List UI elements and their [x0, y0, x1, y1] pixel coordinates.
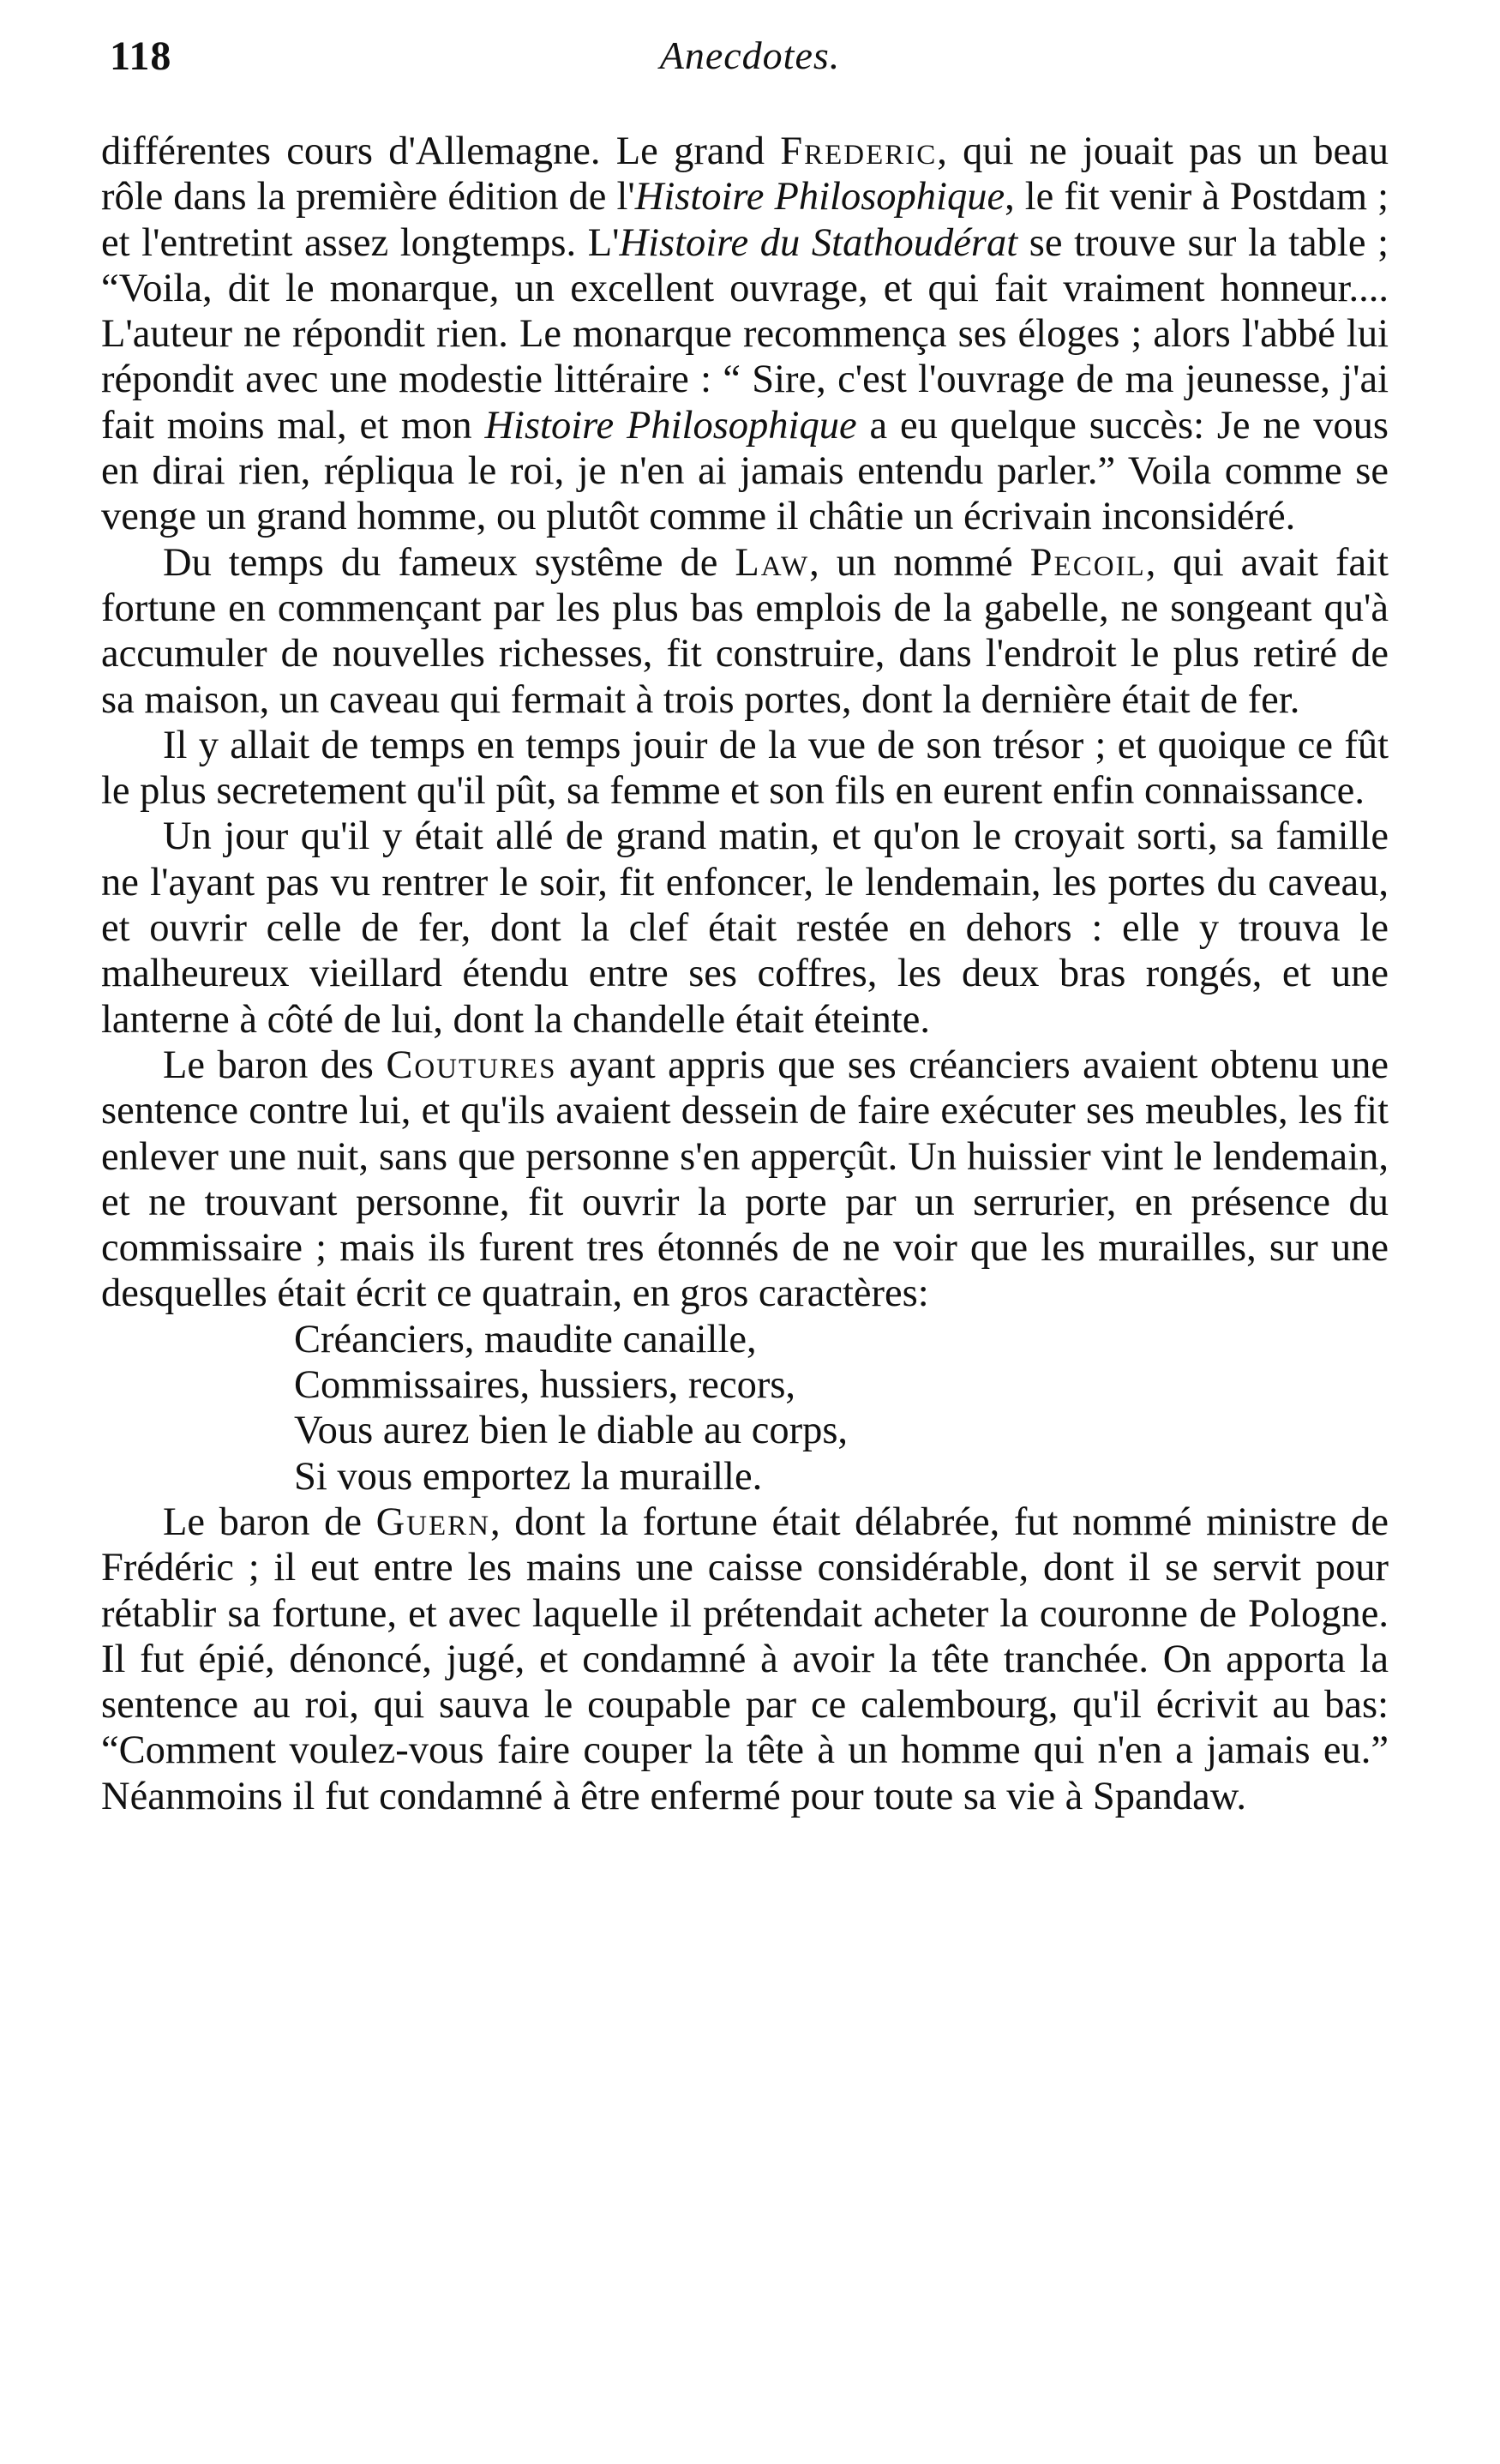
text-run: Le baron de [163, 1499, 376, 1544]
paragraph-vieillard: Un jour qu'il y était allé de grand matin, et qu'on le croyait sorti, sa famille ne l'ayant pas vu rentrer le soir, fit enfoncer, le lendemain, les portes du caveau, et ouvrir celle de fer, dont la clef était restée en dehors : elle y trouva le malheureux vieillard étendu entre ses coffres, les deux bras rongés, et une lanterne à côté de lui, dont la chandelle était éteinte. [101, 814, 1389, 1042]
text-run: se trouve sur la table ; “Voila, dit le monarque, un excellent ouvrage, et qui fait vraiment honneur.... L'auteur ne répondit rien. Le monarque recommença ses éloges ; alors l'abbé lui répondit avec une modestie littéraire : “ Sire, c'est l'ouvrage de ma jeunesse, j'ai fait moins mal, et mon [101, 220, 1389, 448]
paragraph-tresor: Il y allait de temps en temps jouir de la vue de son trésor ; et quoique ce fût le plus secretement qu'il pût, sa femme et son fils en eurent enfin connaissance. [101, 723, 1389, 814]
text-run: , qui ne jouait pas un beau rôle dans la première édition de l' [101, 129, 1389, 219]
verse-line: Créanciers, maudite canaille, [294, 1317, 757, 1361]
paragraph-baron-des-coutures [101, 1043, 1389, 1317]
text-run: , dont la fortune était délabrée, fut nommé ministre de Frédéric ; il eut entre les mains une caisse considérable, dont il se servit pour rétablir sa fortune, et avec laquelle il prétendait acheter la couronne de Pologne. Il fut épié, dénoncé, jugé, et condamné à avoir la tête tranchée. On apporta la sentence au roi, qui sauva le coupable par ce calembourg, qu'il écrivit au bas: “Comment voulez-vous faire couper la tête à un homme qui n'en a jamais eu.” Néanmoins il fut condamné à être enfermé pour toute sa vie à Spandaw. [101, 1499, 1389, 1818]
body-text [101, 129, 1389, 1819]
paragraph-baron-de-guern [101, 1499, 1389, 1819]
text-run: Le baron des [163, 1043, 387, 1087]
name-pecoil: Pecoil [1029, 540, 1146, 585]
verse-line: Vous aurez bien le diable au corps, [294, 1409, 849, 1453]
name-law: Law [735, 540, 810, 585]
book-title: Histoire Philosophique [634, 175, 1005, 219]
page-number: 118 [110, 33, 172, 79]
text-run: , un nommé [809, 540, 1030, 585]
name-guern: Guern [375, 1499, 491, 1544]
book-title: Histoire Philosophique [484, 403, 857, 448]
verse-line: Commissaires, hussiers, recors, [294, 1363, 796, 1408]
quatrain [101, 1317, 1389, 1499]
name-coutures: Coutures [386, 1043, 557, 1087]
paragraph-frederic-anecdote [101, 129, 1389, 540]
page-header [0, 33, 1500, 93]
text-run: , qui avait fait fortune en commençant par les plus bas emplois de la gabelle, ne songeant qu'à accumuler de nouvelles richesses, fit construire, dans l'endroit le plus retiré de sa maison, un caveau qui fermait à trois portes, dont la dernière était de fer. [101, 540, 1389, 722]
running-title: Anecdotes. [659, 33, 841, 77]
text-run: Du temps du fameux systême de [163, 540, 735, 585]
book-title: Histoire du Stathoudérat [619, 220, 1018, 265]
name-frederic: Frederic [780, 129, 938, 173]
text-run: a eu quelque succès: Je ne vous en dirai rien, répliqua le roi, je n'en ai jamais entendu parler.” Voila comme se venge un grand homme, ou plutôt comme il châtie un écrivain inconsidéré. [101, 403, 1389, 539]
verse-line: Si vous emportez la muraille. [294, 1454, 763, 1499]
text-run: , le fit venir à Postdam ; et l'entretint assez longtemps. L' [101, 175, 1389, 265]
text-run: ayant appris que ses créanciers avaient obtenu une sentence contre lui, et qu'ils avaient dessein de faire exécuter ses meubles, les fit enlever une nuit, sans que personne s'en apperçût. Un huissier vint le lendemain, et ne trouvant personne, fit ouvrir la porte par un serrurier, en présence du commissaire ; mais ils furent tres étonnés de ne voir que les murailles, sur une desquelles était écrit ce quatrain, en gros caractères: [101, 1043, 1389, 1316]
text-run: différentes cours d'Allemagne. Le grand [101, 129, 781, 173]
paragraph-pecoil-caveau [101, 540, 1389, 723]
